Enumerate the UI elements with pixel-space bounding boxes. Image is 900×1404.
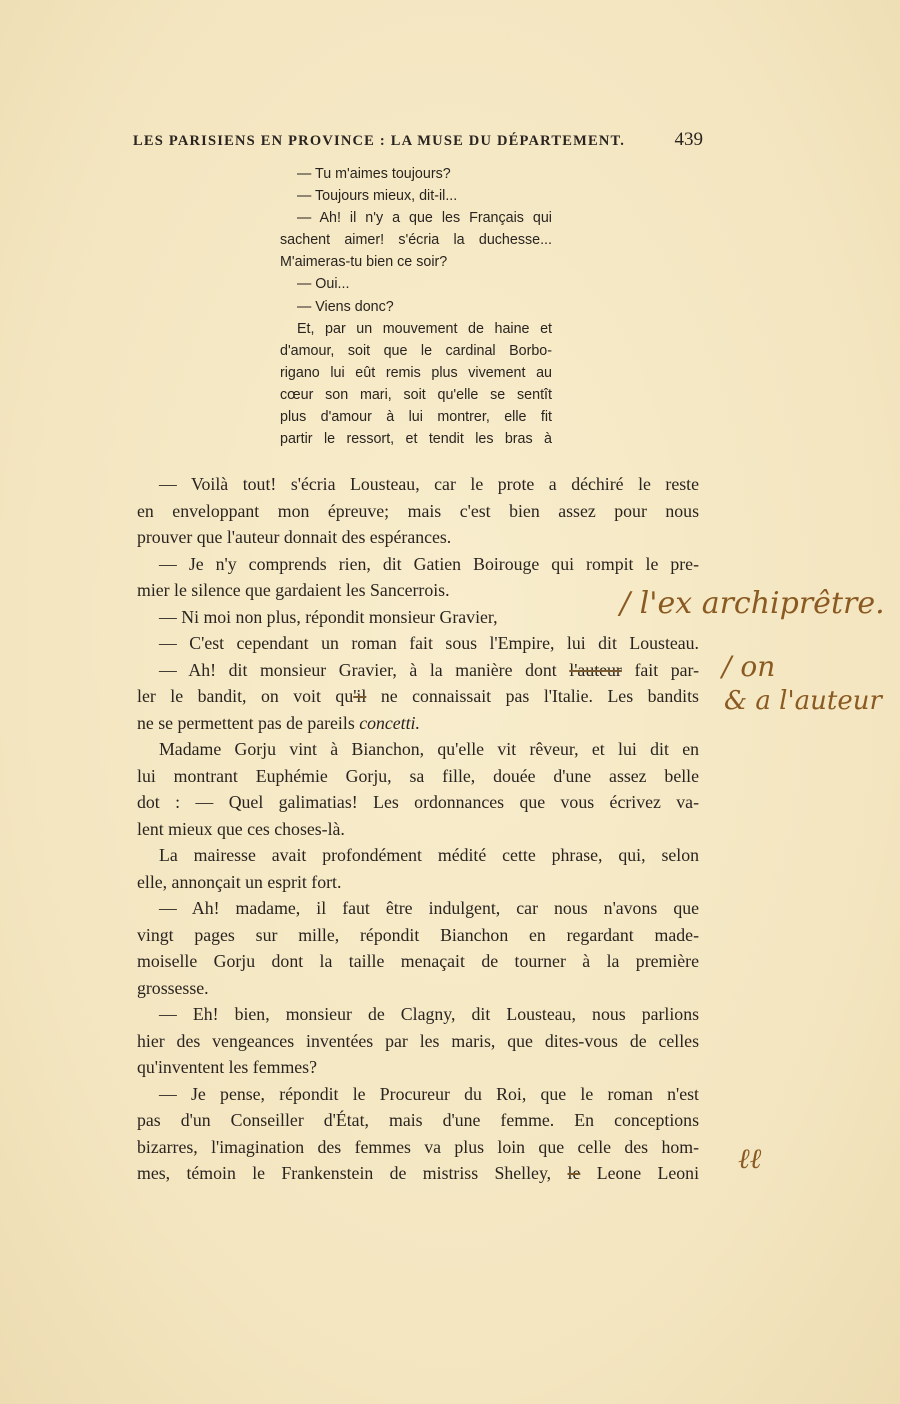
text-line: moiselle Gorju dont la taille menaçait de tourner à la première [137,951,699,971]
text-span: mes, témoin le Frankenstein de mistriss Shelley, [137,1163,568,1183]
text-line: dot : — Quel galimatias! Les ordonnances que vous écrivez va- [137,792,699,812]
quote-line: d'amour, soit que le cardinal Borbo- [280,342,552,359]
quoted-excerpt [280,163,552,450]
struck-word: l'auteur [569,659,622,680]
quote-line: rigano lui eût remis plus vivement au [280,364,552,381]
text-line [137,683,699,710]
text-line: — Ah! madame, il faut être indulgent, car nous n'avons que [159,898,699,918]
text-line [137,1160,699,1187]
text-line [137,657,699,684]
text-line [137,710,699,737]
quote-line: sachent aimer! s'écria la duchesse... [280,232,552,249]
quote-line: Et, par un mouvement de haine et [297,320,552,337]
quote-line: plus d'amour à lui montrer, elle fit [280,409,552,426]
text-line: qu'inventent les femmes? [137,1057,317,1077]
text-line: pas d'un Conseiller d'État, mais d'une femme. En conceptions [137,1110,699,1130]
quote-line: M'aimeras-tu bien ce soir? [280,254,448,271]
text-line: — Voilà tout! s'écria Lousteau, car le prote a déchiré le reste [159,474,699,494]
quote-line: partir le ressort, et tendit les bras à [280,431,552,448]
text-span: ne connaissait pas l'Italie. Les bandits [366,686,699,706]
text-line: bizarres, l'imagination des femmes va plus loin que celle des hom- [137,1136,699,1157]
text-line: — Je pense, répondit le Procureur du Roi, que le roman n'est [159,1083,699,1104]
text-line: La mairesse avait profondément médité cette phrase, qui, selon [159,845,699,865]
quote-line: — Toujours mieux, dit-il... [297,188,458,205]
italic-word: concetti. [359,712,420,733]
running-header [133,129,703,151]
text-line: elle, annonçait un esprit fort. [137,871,342,892]
text-line: prouver que l'auteur donnait des espérances. [137,527,452,547]
text-line: — Ni moi non plus, répondit monsieur Gravier, [159,606,498,627]
handwritten-correction: ℓℓ [738,1142,762,1175]
text-line: vingt pages sur mille, répondit Bianchon en regardant made- [137,924,699,945]
text-line: hier des vengeances inventées par les maris, que dites-vous de celles [137,1030,699,1051]
quote-line: — Viens donc? [297,298,394,315]
text-line: — Eh! bien, monsieur de Clagny, dit Lousteau, nous parlions [159,1004,699,1024]
quote-line: cœur son mari, soit qu'elle se sentît [280,386,552,403]
header-title: LES PARISIENS EN PROVINCE : LA MUSE DU DÉPARTEMENT. [133,133,626,149]
quote-line: — Tu m'aimes toujours? [297,166,451,182]
text-line: lent mieux que ces choses-là. [137,818,345,839]
handwritten-correction: / on [722,650,776,683]
quote-line: — Ah! il n'y a que les Français qui [297,210,552,227]
text-line: grossesse. [137,977,209,998]
text-span: Leone Leoni [580,1163,700,1183]
main-text [137,471,699,1187]
text-line: lui montrant Euphémie Gorju, sa fille, douée d'une assez belle [137,765,699,786]
handwritten-correction: & a l'auteur [724,686,882,716]
struck-word: le [567,1163,581,1183]
text-span: ler le bandit, on voit qu [137,686,354,706]
text-span: ne se permettent pas de pareils [137,712,360,733]
struck-word: 'il [353,686,367,706]
text-line: — Je n'y comprends rien, dit Gatien Boirouge qui rompit le pre- [159,553,699,574]
text-line: — C'est cependant un roman fait sous l'Empire, lui dit Lousteau. [159,633,699,653]
page-number: 439 [674,129,703,150]
text-line: mier le silence que gardaient les Sancerrois. [137,580,450,600]
text-line: en enveloppant mon épreuve; mais c'est bien assez pour nous [137,500,699,521]
text-line: Madame Gorju vint à Bianchon, qu'elle vit rêveur, et lui dit en [159,739,699,759]
handwritten-correction: / l'ex archiprêtre. [620,586,885,621]
text-span: — Ah! dit monsieur Gravier, à la manière dont [159,659,570,680]
text-span: fait par- [621,659,699,680]
quote-line: — Oui... [297,276,350,293]
